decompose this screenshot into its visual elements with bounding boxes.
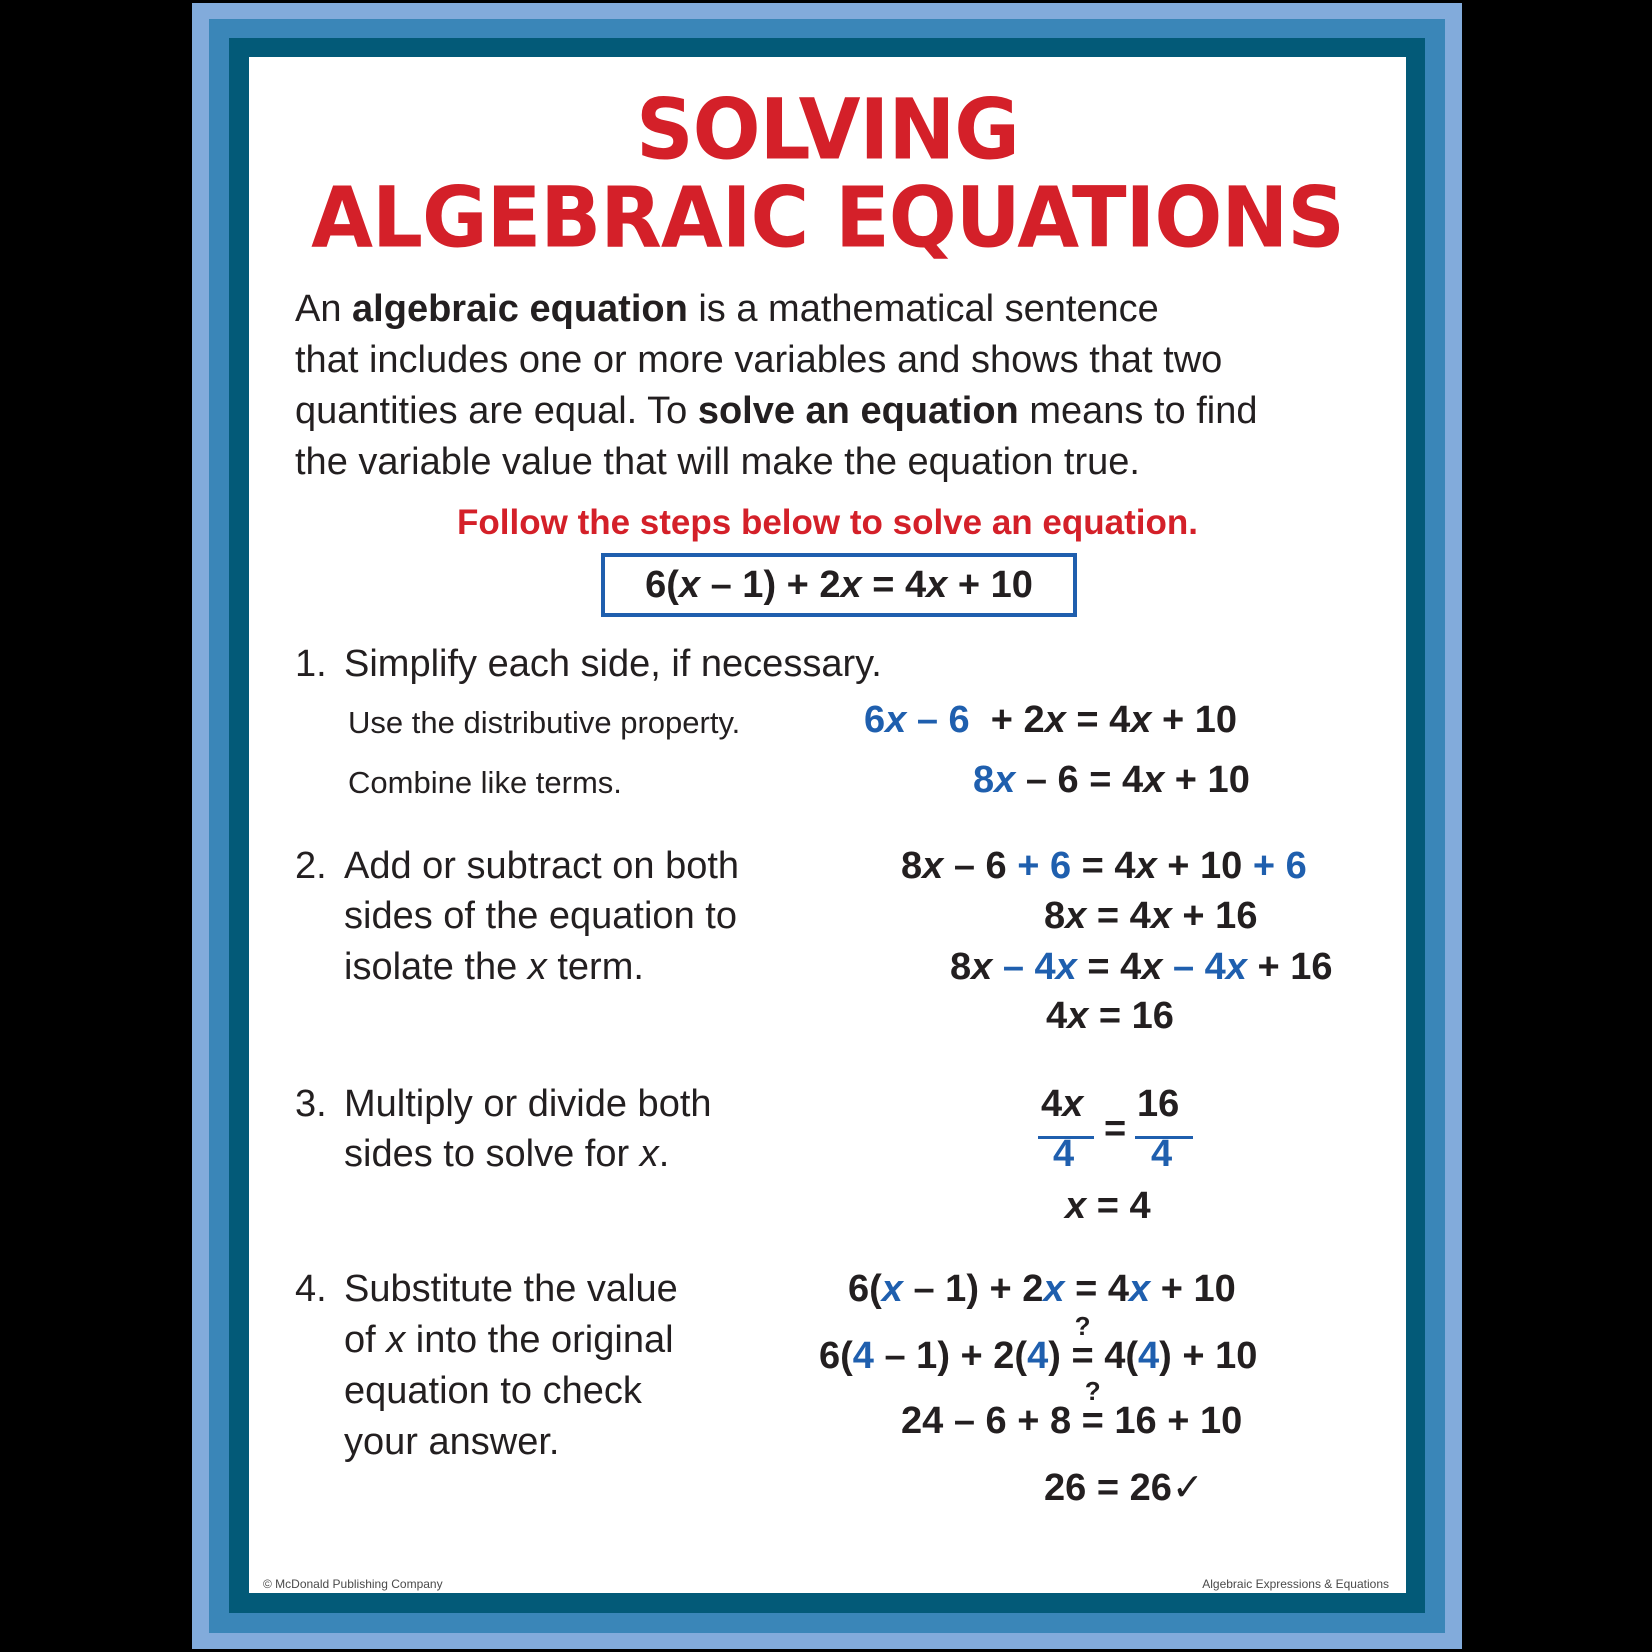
intro-line-4: the variable value that will make the equation true.	[295, 441, 1140, 483]
step-4-text-line-4: your answer.	[344, 1421, 560, 1463]
step-3-result: x = 4	[1065, 1185, 1151, 1227]
step-3-number: 3.	[295, 1083, 327, 1125]
fraction-left-denominator: 4	[1053, 1133, 1075, 1175]
step-3-text-line-2: sides to solve for x.	[344, 1133, 670, 1175]
fraction-equals: =	[1104, 1108, 1127, 1150]
term-algebraic-equation: algebraic equation	[352, 288, 688, 330]
step-1-substep-2-label: Combine like terms.	[348, 765, 622, 800]
fraction-left-numerator: 4x	[1041, 1083, 1084, 1125]
step-4-text-line-1: Substitute the value	[344, 1268, 678, 1310]
intro-paragraph	[295, 284, 1385, 488]
step-4-equation-3: 24 – 6 + 8 = ? 16 + 10	[901, 1376, 1243, 1442]
step-1-substep-1-equation: 6x – 6 + 2x = 4x + 10	[864, 699, 1237, 741]
footer-publisher: © McDonald Publishing Company	[263, 1577, 443, 1591]
question-mark: ?	[1084, 1376, 1101, 1406]
step-2-text-line-2: sides of the equation to	[344, 895, 737, 937]
step-1-substep-1-label: Use the distributive property.	[348, 705, 741, 740]
intro-line-2: that includes one or more variables and shows that two	[295, 339, 1223, 381]
poster-page	[249, 57, 1406, 1593]
step-1-number: 1.	[295, 643, 327, 685]
step-4-text-line-2: of x into the original	[344, 1319, 674, 1361]
intro-line-3: quantities are equal. To solve an equation means to find	[295, 390, 1258, 432]
step-1-text: Simplify each side, if necessary.	[344, 643, 882, 685]
title-line-2: ALGEBRAIC EQUATIONS	[311, 168, 1344, 267]
step-4-equation-4: 26 = 26✓	[1044, 1467, 1204, 1509]
step-4-equation-1: 6(x – 1) + 2x = 4x + 10	[848, 1268, 1236, 1310]
step-3-text-line-1: Multiply or divide both	[344, 1083, 712, 1125]
fraction-right-denominator: 4	[1151, 1133, 1173, 1175]
step-1-substep-2-equation: 8x – 6 = 4x + 10	[973, 759, 1250, 801]
step-2-text-line-3: isolate the x term.	[344, 946, 644, 988]
step-4-number: 4.	[295, 1268, 327, 1310]
example-equation-box: 6(x – 1) + 2x = 4x + 10	[601, 553, 1077, 617]
step-2-equation-3: 8x – 4x = 4x – 4x + 16	[950, 946, 1333, 988]
footer-series: Algebraic Expressions & Equations	[1202, 1577, 1389, 1591]
term-solve-an-equation: solve an equation	[697, 390, 1019, 432]
title-line-1: SOLVING	[636, 80, 1019, 179]
step-2-text-line-1: Add or subtract on both	[344, 845, 740, 887]
step-4-text-line-3: equation to check	[344, 1370, 642, 1412]
question-mark: ?	[1074, 1311, 1091, 1341]
follow-steps-heading: Follow the steps below to solve an equation.	[457, 503, 1198, 542]
step-2-equation-1: 8x – 6 + 6 = 4x + 10 + 6	[901, 845, 1307, 887]
step-2-equation-4: 4x = 16	[1046, 995, 1174, 1037]
intro-line-1: An algebraic equation is a mathematical sentence	[295, 288, 1159, 330]
step-4-equation-2: 6(4 – 1) + 2(4) = ? 4(4) + 10	[819, 1311, 1258, 1377]
step-2-equation-2: 8x = 4x + 16	[1044, 895, 1258, 937]
fraction-right-numerator: 16	[1137, 1083, 1180, 1125]
checkmark-icon: ✓	[1171, 1467, 1204, 1509]
step-2-number: 2.	[295, 845, 327, 887]
